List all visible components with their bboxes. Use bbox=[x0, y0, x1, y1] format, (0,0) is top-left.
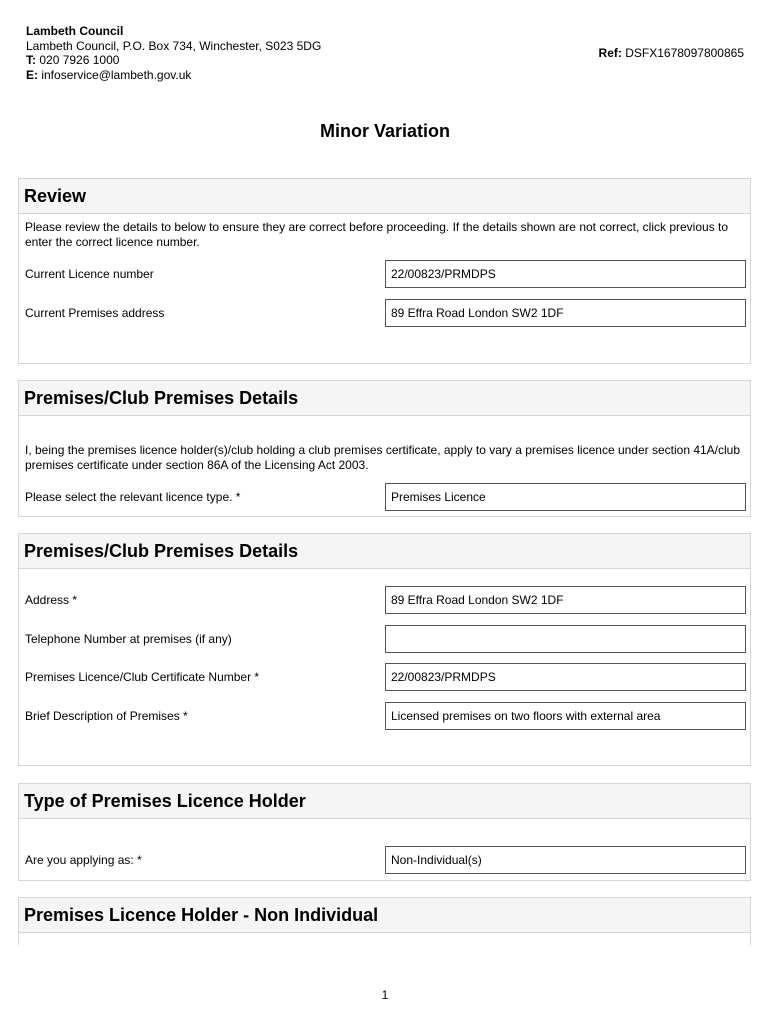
page-number: 1 bbox=[381, 988, 389, 1002]
phone-label: T: bbox=[26, 53, 36, 67]
applying-as-label: Are you applying as: * bbox=[25, 853, 142, 867]
licence-type-label: Please select the relevant licence type. * bbox=[25, 490, 241, 504]
review-section-title: Review bbox=[19, 179, 750, 214]
holder-type-section bbox=[18, 783, 751, 881]
reference bbox=[599, 46, 744, 60]
holder-non-individual-title: Premises Licence Holder - Non Individual bbox=[19, 898, 750, 933]
org-name: Lambeth Council bbox=[26, 24, 124, 38]
current-licence-field[interactable]: 22/00823/PRMDPS bbox=[385, 260, 746, 288]
premises-details-title-1: Premises/Club Premises Details bbox=[19, 381, 750, 416]
premises-description-label: Brief Description of Premises * bbox=[25, 709, 188, 723]
holder-non-individual-section bbox=[18, 897, 751, 945]
premises-phone-field[interactable] bbox=[385, 625, 746, 653]
current-licence-label: Current Licence number bbox=[25, 267, 154, 281]
premises-phone-label: Telephone Number at premises (if any) bbox=[25, 632, 232, 646]
applying-as-field[interactable]: Non-Individual(s) bbox=[385, 846, 746, 874]
holder-type-title: Type of Premises Licence Holder bbox=[19, 784, 750, 819]
org-phone: 020 7926 1000 bbox=[39, 53, 120, 67]
review-section bbox=[18, 178, 751, 364]
review-intro: Please review the details to below to ensure they are correct before proceeding. If the details shown are not correct, click previous to enter the correct licence number. bbox=[25, 220, 729, 249]
current-address-field[interactable]: 89 Effra Road London SW2 1DF bbox=[385, 299, 746, 327]
council-header bbox=[26, 24, 321, 82]
email-label: E: bbox=[26, 67, 38, 82]
org-email-line bbox=[26, 68, 321, 83]
certificate-number-label: Premises Licence/Club Certificate Number * bbox=[25, 670, 260, 684]
ref-value: DSFX1678097800865 bbox=[625, 46, 744, 60]
org-phone-line bbox=[26, 53, 321, 68]
current-address-label: Current Premises address bbox=[25, 306, 165, 320]
premises-description-field[interactable]: Licensed premises on two floors with external area bbox=[385, 702, 746, 730]
premises-details-title-2: Premises/Club Premises Details bbox=[19, 534, 750, 569]
premises-details-section-1 bbox=[18, 380, 751, 517]
ref-label: Ref: bbox=[598, 46, 622, 60]
address-label: Address * bbox=[25, 593, 78, 607]
document-title: Minor Variation bbox=[319, 121, 451, 141]
org-address: Lambeth Council, P.O. Box 734, Winchester, S023 5DG bbox=[26, 38, 322, 53]
org-email: infoservice@lambeth.gov.uk bbox=[41, 67, 192, 82]
premises-details-intro: I, being the premises licence holder(s)/club holding a club premises certificate, apply to vary a premises licence under section 41A/club premises certificate under section 86A of the Licensing Act 2003. bbox=[25, 443, 741, 472]
licence-type-field[interactable]: Premises Licence bbox=[385, 483, 746, 511]
premises-details-section-2 bbox=[18, 533, 751, 766]
address-field[interactable]: 89 Effra Road London SW2 1DF bbox=[385, 586, 746, 614]
certificate-number-field[interactable]: 22/00823/PRMDPS bbox=[385, 663, 746, 691]
